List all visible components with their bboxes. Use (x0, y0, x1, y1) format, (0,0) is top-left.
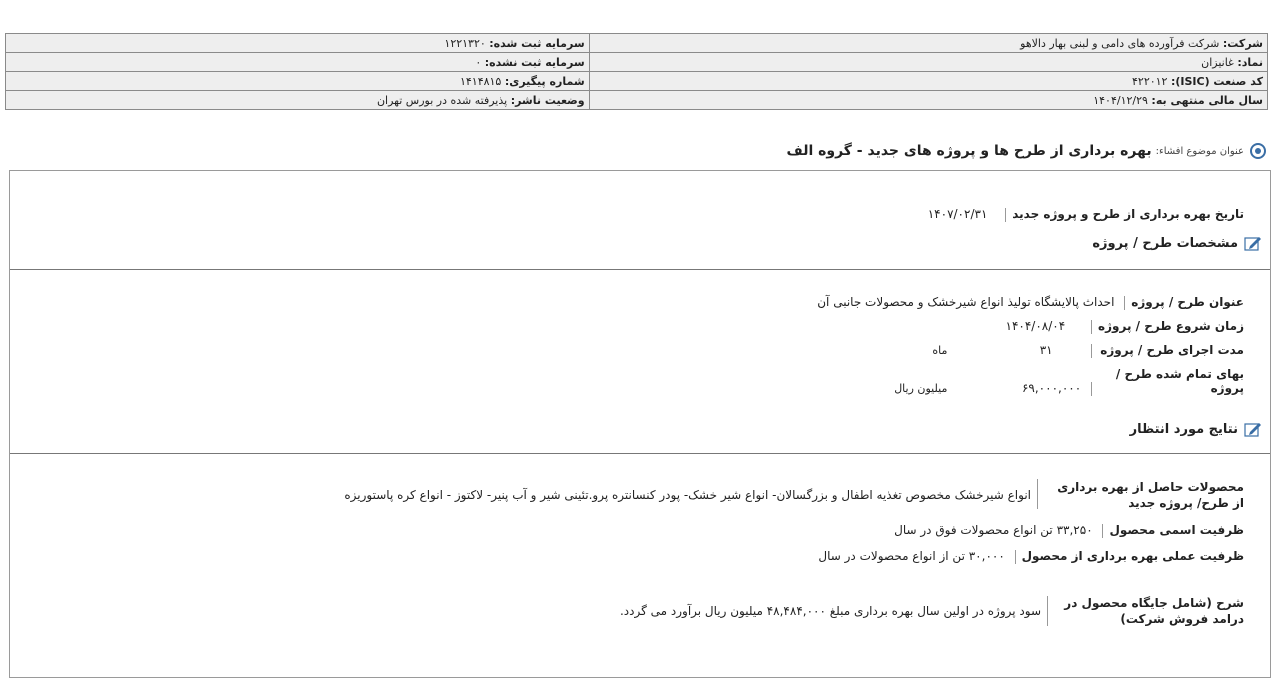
publisher-status-cell (6, 91, 590, 110)
symbol-label: نماد: (1237, 55, 1263, 69)
fiscal-year-label: سال مالی منتهی به: (1151, 93, 1263, 107)
company-cell (589, 34, 1267, 53)
section-expected-results (1130, 421, 1262, 437)
subject-row (787, 143, 1266, 159)
registered-capital-cell (6, 34, 590, 53)
actual-capacity-value: ۳۰,۰۰۰ تن از انواع محصولات در سال (818, 549, 1005, 563)
company-info-table (5, 33, 1268, 110)
duration-unit: ماه (932, 344, 948, 357)
fiscal-year-value: ۱۴۰۴/۱۲/۲۹ (1093, 93, 1148, 107)
divider (10, 453, 1270, 454)
duration-label: مدت اجرای طرح / پروژه (1100, 343, 1244, 357)
description-label: شرح (شامل جایگاه محصول در درامد فروش شرکت) (1064, 596, 1244, 626)
products-label: محصولات حاصل از بهره برداری از طرح/ پروژه جدید (1057, 480, 1244, 510)
company-value: شرکت فرآورده های دامی و لبنی بهار دالاهو (1020, 36, 1220, 50)
section-project-specs (1092, 235, 1262, 251)
cost-row (894, 367, 1244, 396)
project-title-value: احداث پالایشگاه تولیذ انواع شیرخشک و محصولات جانبی آن (817, 295, 1115, 309)
symbol-value: غانیزان (1201, 55, 1234, 69)
cost-label: بهای تمام شده طرح / پروژه (1115, 367, 1244, 395)
operation-date-label: تاریخ بهره برداری از طرح و پروژه جدید (1012, 207, 1244, 221)
description-row (620, 595, 1244, 627)
fiscal-year-cell (589, 91, 1267, 110)
publisher-status-value: پذیرفته شده در بورس تهران (376, 93, 508, 107)
start-time-label: زمان شروع طرح / پروژه (1098, 319, 1244, 333)
edit-note-icon (1244, 421, 1262, 437)
operation-date-value: ۱۴۰۷/۰۲/۳۱ (927, 207, 988, 221)
subject-title: بهره برداری از طرح ها و پروژه های جدید - گروه الف (786, 143, 1152, 159)
project-title-label: عنوان طرح / پروژه (1131, 295, 1244, 309)
tracking-cell (6, 72, 590, 91)
unregistered-capital-value: ۰ (475, 55, 482, 69)
unregistered-capital-cell (6, 53, 590, 72)
start-time-row (1006, 319, 1244, 334)
publisher-status-label: وضعیت ناشر: (510, 93, 585, 107)
unregistered-capital-label: سرمایه ثبت نشده: (484, 55, 585, 69)
main-content-box (9, 170, 1271, 678)
symbol-cell (589, 53, 1267, 72)
nominal-capacity-value: ۳۳,۲۵۰ تن انواع محصولات فوق در سال (894, 523, 1093, 537)
isic-label: کد صنعت (ISIC): (1170, 74, 1263, 88)
tracking-value: ۱۴۱۴۸۱۵ (459, 74, 502, 88)
products-row (344, 479, 1244, 511)
cost-value: ۶۹,۰۰۰,۰۰۰ (1021, 381, 1082, 395)
company-label: شرکت: (1222, 36, 1263, 50)
divider (10, 269, 1270, 270)
registered-capital-value: ۱۲۲۱۳۲۰ (444, 36, 486, 50)
actual-capacity-row (818, 549, 1244, 564)
section-project-specs-title: مشخصات طرح / پروژه (1092, 235, 1238, 251)
section-expected-results-title: نتایج مورد انتظار (1129, 421, 1238, 437)
subject-label: عنوان موضوع افشاء: (1155, 145, 1244, 157)
start-time-value: ۱۴۰۴/۰۸/۰۴ (1005, 319, 1066, 333)
description-value: سود پروژه در اولین سال بهره برداری مبلغ ۴۸,۴۸۴,۰۰۰ میلیون ریال برآورد می گردد. (619, 604, 1041, 618)
cost-unit: میلیون ریال (894, 382, 948, 395)
duration-row (932, 343, 1244, 358)
isic-value: ۴۲۲۰۱۲ (1132, 74, 1168, 88)
nominal-capacity-row (894, 523, 1244, 538)
duration-value: ۳۱ (1039, 343, 1053, 357)
actual-capacity-label: ظرفیت عملی بهره برداری از محصول (1021, 549, 1244, 563)
nominal-capacity-label: ظرفیت اسمی محصول (1109, 523, 1244, 537)
isic-cell (589, 72, 1267, 91)
target-icon (1250, 143, 1266, 159)
project-title-row (817, 295, 1244, 310)
operation-date-row (928, 207, 1244, 222)
registered-capital-label: سرمایه ثبت شده: (489, 36, 585, 50)
tracking-label: شماره پیگیری: (504, 74, 585, 88)
products-value: انواع شیرخشک مخصوص تغذیه اطفال و بزرگسالان- انواع شیر خشک- پودر کنسانتره پرو.تئینی شیر و آب پنیر- لاکتوز - انواع کره پاستوریزه (344, 488, 1031, 502)
edit-note-icon (1244, 235, 1262, 251)
